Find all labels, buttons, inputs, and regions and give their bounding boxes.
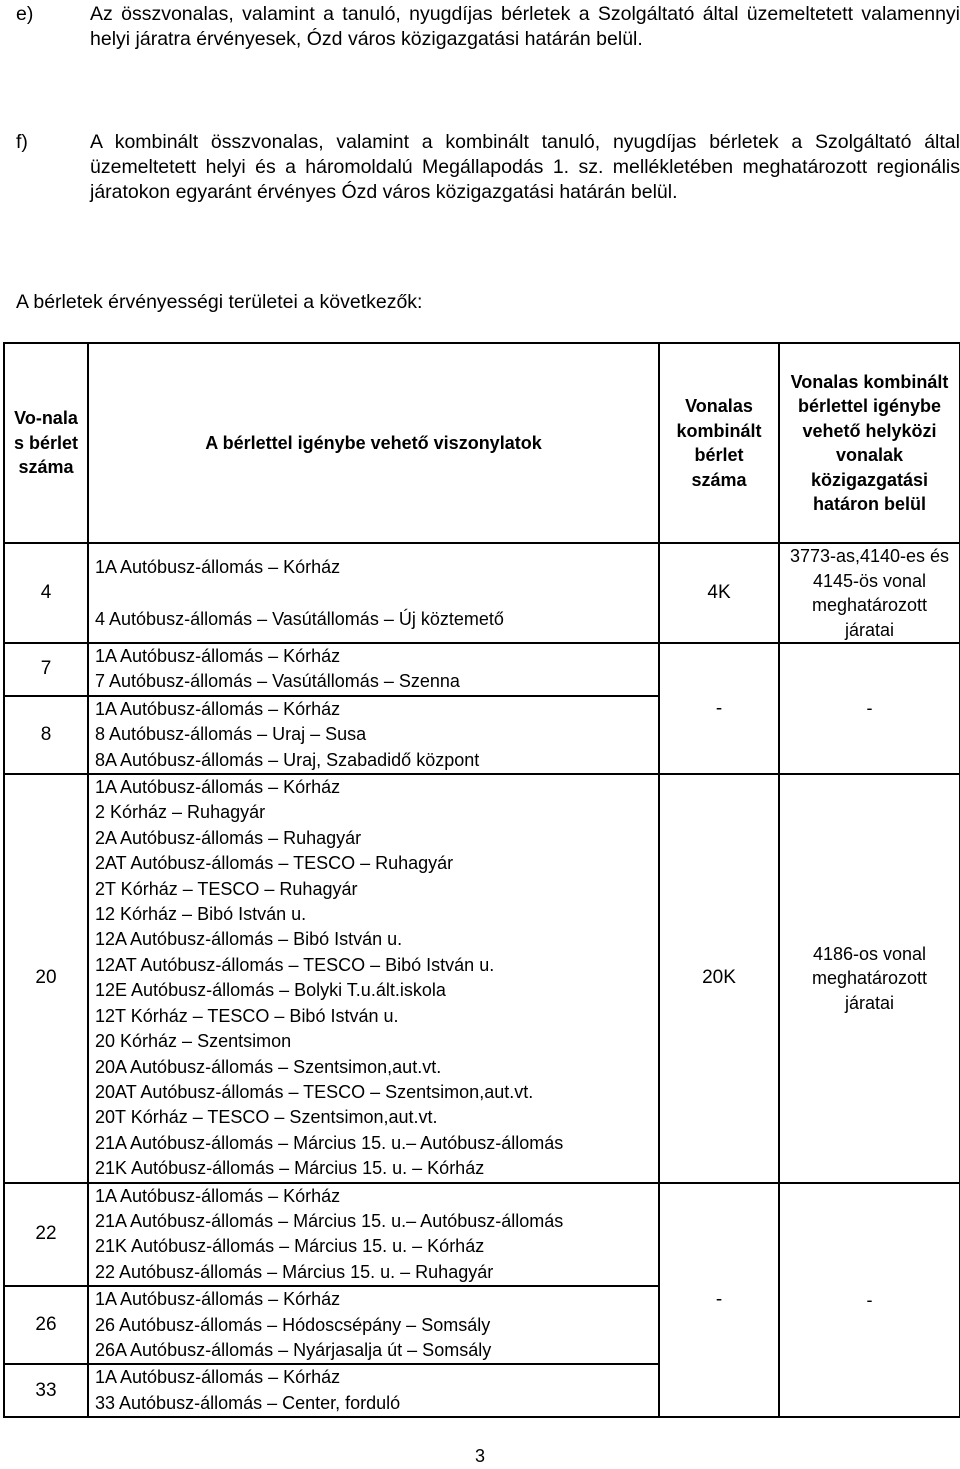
route-item: 12 Kórház – Bibó István u. <box>95 904 307 925</box>
route-item: 1A Autóbusz-állomás – Kórház <box>95 1367 341 1388</box>
route-item: 22 Autóbusz-állomás – Március 15. u. – Ruhagyár <box>95 1261 494 1282</box>
paragraph-marker: e) <box>16 3 34 25</box>
route-item: 21K Autóbusz-állomás – Március 15. u. – Kórház <box>95 1236 485 1257</box>
route-item: 2 Kórház – Ruhagyár <box>95 802 266 823</box>
route-item: 12AT Autóbusz-állomás – TESCO – Bibó István u. <box>95 954 495 975</box>
header-line-number: Vo-nalas bérlet száma <box>4 343 88 543</box>
table-row <box>4 1183 960 1287</box>
route-item: 26 Autóbusz-állomás – Hódoscsépány – Somsály <box>95 1314 491 1335</box>
route-item: 1A Autóbusz-állomás – Kórház <box>95 1185 341 1206</box>
combined-number-dash: - <box>659 1183 779 1418</box>
line-number: 33 <box>4 1364 88 1417</box>
route-item: 21A Autóbusz-állomás – Március 15. u.– Autóbusz-állomás <box>95 1132 564 1153</box>
paragraph-marker: f) <box>16 131 28 153</box>
route-list <box>88 1183 659 1287</box>
line-number: 20 <box>4 774 88 1183</box>
route-item: 12T Kórház – TESCO – Bibó István u. <box>95 1005 399 1026</box>
intro-text: A bérletek érvényességi területei a következők: <box>16 291 423 313</box>
route-item: 1A Autóbusz-állomás – Kórház <box>95 1289 341 1310</box>
route-item: 12A Autóbusz-állomás – Bibó István u. <box>95 929 403 950</box>
line-number: 8 <box>4 696 88 774</box>
table-row <box>4 543 960 643</box>
route-item: 20 Kórház – Szentsimon <box>95 1031 292 1052</box>
route-item: 12E Autóbusz-állomás – Bolyki T.u.ált.iskola <box>95 980 446 1001</box>
route-item: 1A Autóbusz-állomás – Kórház <box>95 698 341 719</box>
route-item: 8 Autóbusz-állomás – Uraj – Susa <box>95 724 367 745</box>
route-item: 8A Autóbusz-állomás – Uraj, Szabadidő központ <box>95 749 480 770</box>
route-item: 21K Autóbusz-állomás – Március 15. u. – Kórház <box>95 1158 485 1179</box>
paragraph-e <box>16 2 960 52</box>
line-number: 26 <box>4 1286 88 1364</box>
combined-number-dash: - <box>659 643 779 774</box>
route-item: 20AT Autóbusz-állomás – TESCO – Szentsimon,aut.vt. <box>95 1081 534 1102</box>
table-row <box>4 643 960 696</box>
route-item: 4 Autóbusz-állomás – Vasútállomás – Új köztemető <box>95 609 504 629</box>
paragraph-f <box>16 130 960 205</box>
regional-lines: 4186-os vonal meghatározott járatai <box>779 774 960 1183</box>
route-item: 33 Autóbusz-állomás – Center, forduló <box>95 1392 401 1413</box>
regional-lines: 3773-as,4140-es és 4145-ös vonal meghatározott járatai <box>779 543 960 643</box>
route-list <box>88 1364 659 1417</box>
route-list <box>88 643 659 696</box>
page-number: 3 <box>474 1446 485 1466</box>
route-item: 1A Autóbusz-állomás – Kórház <box>95 557 341 577</box>
route-item: 2A Autóbusz-állomás – Ruhagyár <box>95 827 362 848</box>
paragraph-text: A kombinált összvonalas, valamint a kombinált tanuló, nyugdíjas bérletek a Szolgáltató által üzemeltetett helyi és a háromoldalú Megállapodás 1. sz. mellékletében meghatározott regionális járatokon egyaránt érvényes Ózd város közigazgatási határán belül. <box>90 131 960 203</box>
header-regional-lines: Vonalas kombinált bérlettel igénybe vehető helyközi vonalak közigazgatási határon belül <box>779 343 960 543</box>
regional-lines-dash: - <box>779 643 960 774</box>
route-item: 26A Autóbusz-állomás – Nyárjasalja út – Somsály <box>95 1339 492 1360</box>
route-item: 20A Autóbusz-állomás – Szentsimon,aut.vt. <box>95 1056 442 1077</box>
route-item: 20T Kórház – TESCO – Szentsimon,aut.vt. <box>95 1107 438 1128</box>
route-item: 2T Kórház – TESCO – Ruhagyár <box>95 878 358 899</box>
route-item: 1A Autóbusz-állomás – Kórház <box>95 646 341 666</box>
header-routes: A bérlettel igénybe vehető viszonylatok <box>88 343 659 543</box>
line-number: 7 <box>4 643 88 696</box>
table-row <box>4 774 960 1183</box>
validity-table <box>3 342 960 1418</box>
line-number: 4 <box>4 543 88 643</box>
route-item: 2AT Autóbusz-állomás – TESCO – Ruhagyár <box>95 853 454 874</box>
route-list <box>88 774 659 1183</box>
line-number: 22 <box>4 1183 88 1287</box>
combined-number: 20K <box>659 774 779 1183</box>
header-combined-number: Vonalas kombinált bérlet száma <box>659 343 779 543</box>
regional-lines-dash: - <box>779 1183 960 1418</box>
paragraph-text: Az összvonalas, valamint a tanuló, nyugdíjas bérletek a Szolgáltató által üzemeltetett valamennyi helyi járatra érvényesek, Ózd város közigazgatási határán belül. <box>90 3 960 50</box>
route-item: 21A Autóbusz-állomás – Március 15. u.– Autóbusz-állomás <box>95 1210 564 1231</box>
route-item: 1A Autóbusz-állomás – Kórház <box>95 777 341 798</box>
route-list <box>88 696 659 774</box>
route-list <box>88 1286 659 1364</box>
route-list <box>88 543 659 643</box>
combined-number: 4K <box>659 543 779 643</box>
route-item: 7 Autóbusz-állomás – Vasútállomás – Szenna <box>95 671 460 692</box>
